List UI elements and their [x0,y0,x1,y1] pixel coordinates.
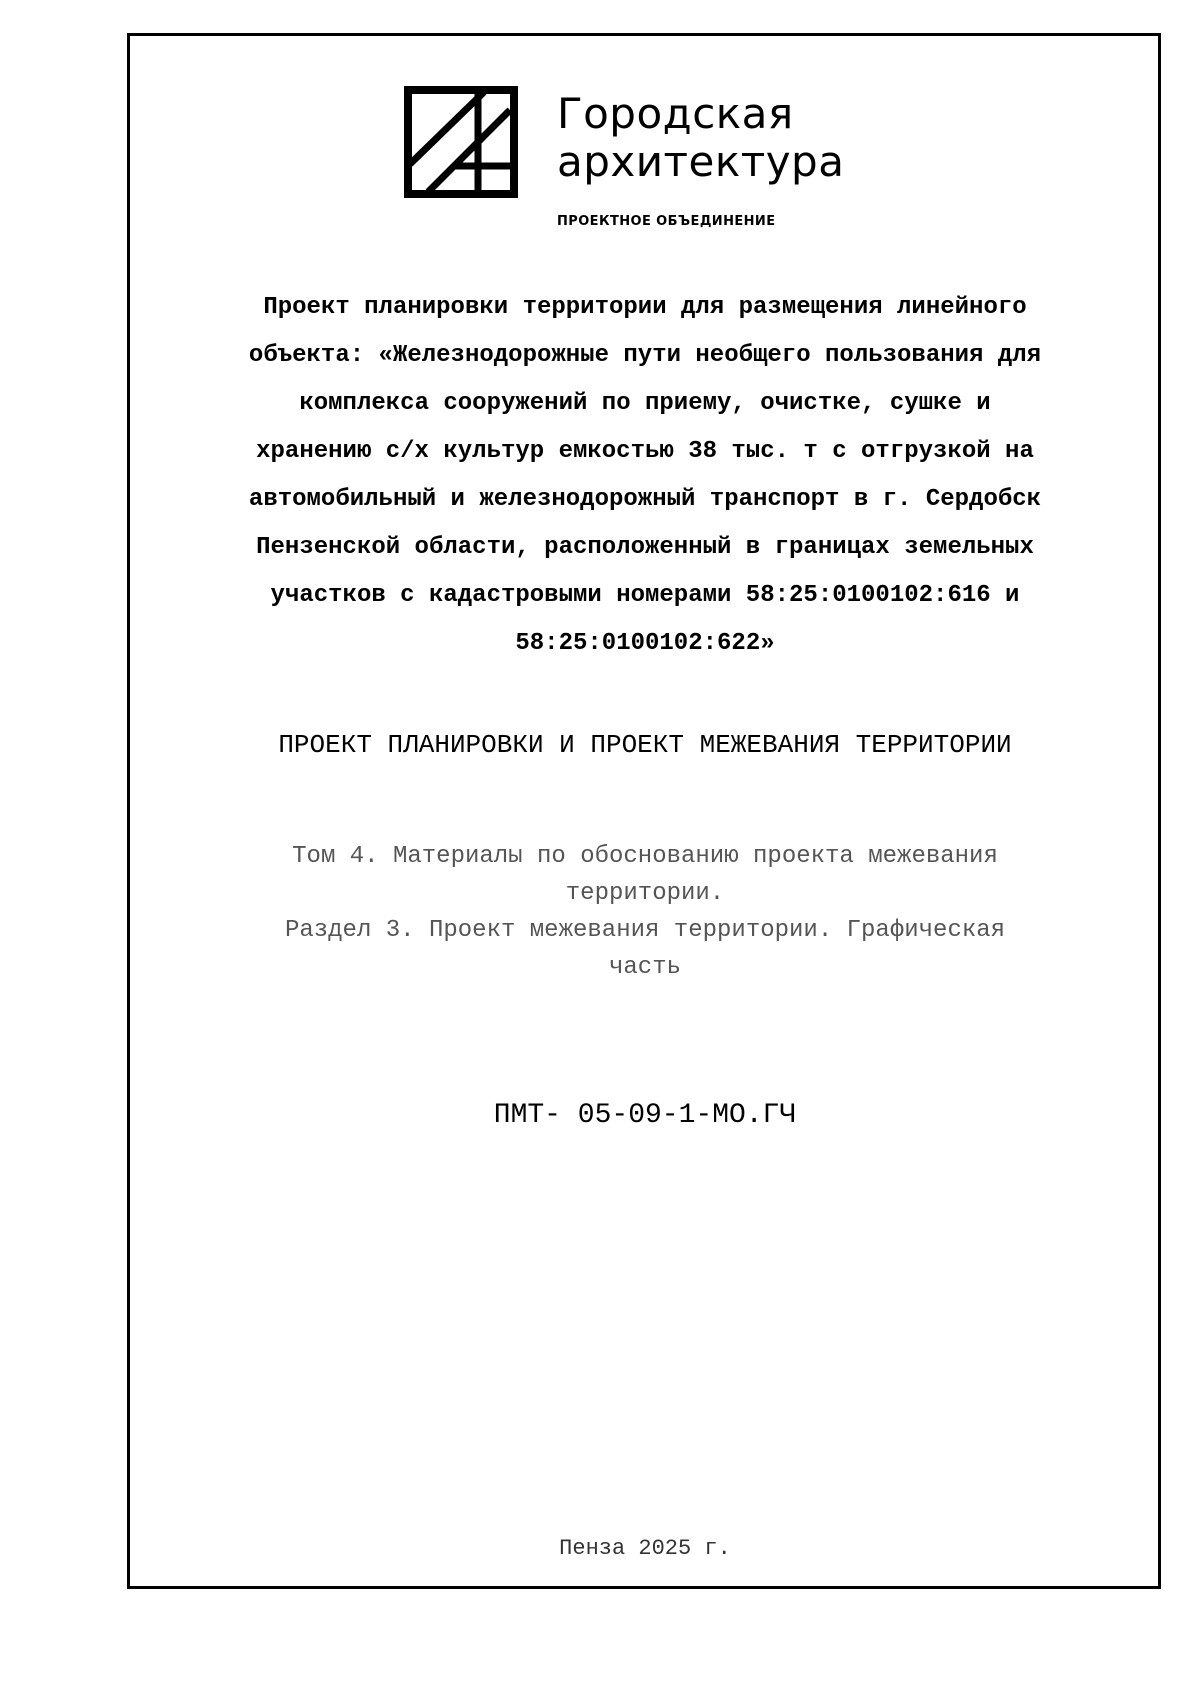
logo-text-line-1: Городская [557,89,794,138]
page-frame [127,33,1161,1589]
title-line: участков с кадастровыми номерами 58:25:0100102:616 и [270,582,1020,609]
title-line: объекта: «Железнодорожные пути необщего пользования для [248,342,1042,369]
logo-subtitle: ПРОЕКТНОЕ ОБЪЕДИНЕНИЕ [557,214,776,229]
volume-line: территории. [565,880,725,907]
volume-line: Том 4. Материалы по обоснованию проекта межевания [292,843,998,870]
title-line: Пензенской области, расположенный в границах земельных [256,534,1034,561]
logo-text-line-2: архитектура [557,137,845,186]
document-code: ПМТ- 05-09-1-МО.ГЧ [493,1100,797,1131]
document-title [170,284,1120,668]
volume-line: Раздел 3. Проект межевания территории. Графическая [284,917,1006,944]
city-and-year: Пенза 2025 г. [559,1536,731,1561]
title-line: автомобильный и железнодорожный транспорт в г. Сердобск [248,486,1042,513]
volume-line: часть [608,954,681,981]
title-line: 58:25:0100102:622» [515,630,775,657]
volume-description [170,838,1120,986]
title-line: хранению с/х культур емкостью 38 тыс. т с отгрузкой на [256,438,1034,465]
title-line: Проект планировки территории для размещения линейного [263,294,1027,321]
title-line: комплекса сооружений по приему, очистке, сушке и [299,390,991,417]
city-architecture-logo-icon [404,86,518,198]
project-heading: ПРОЕКТ ПЛАНИРОВКИ И ПРОЕКТ МЕЖЕВАНИЯ ТЕРРИТОРИИ [278,730,1012,760]
company-logo [404,86,884,236]
